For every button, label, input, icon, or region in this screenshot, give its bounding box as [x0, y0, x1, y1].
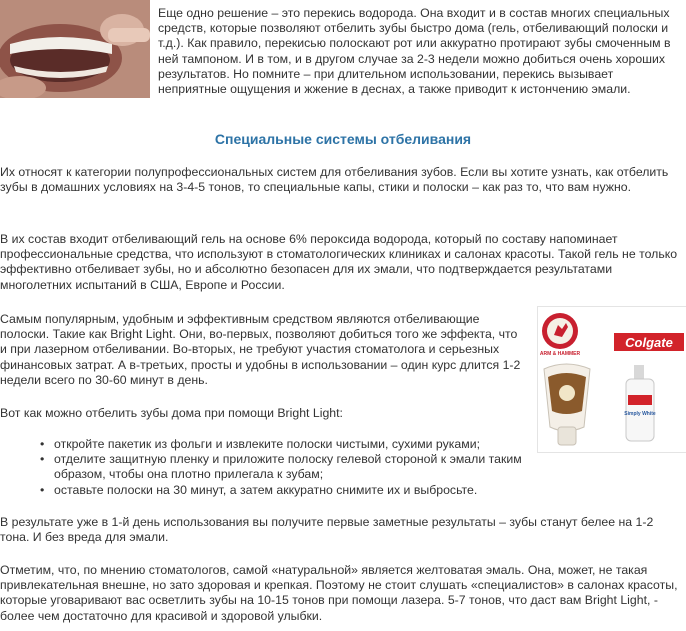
steps-list [0, 437, 525, 498]
colgate-logo [614, 333, 684, 351]
paragraph-conclusion: Отметим, что, по мнению стоматологов, самой «натуральной» является желтоватая эмаль. Она, может, не такая привлекательная внешне, но зато здоровая и крепкая. Поэтому не стоит слушать «специалистов» в салонах красоты, которые уговаривают вас осветлить зубы на 10-15 тонов при помощи лазера. 5-7 тонов, что даст вам Bright Light, - более чем достаточно для красивой и здоровой улыбки. [0, 563, 678, 623]
whitening-strip-photo [0, 0, 150, 98]
paragraph-gel-composition: В их состав входит отбеливающий гель на основе 6% пероксида водорода, который по составу напоминает профессиональные средства, что используют в стоматологических клиниках и салонах красоты. Такой гель не только эффективно отбеливает зубы, но и абсолютно безопасен для их эмали, что подтверждается результатами многолетних испытаний в США, Европе и России. [0, 232, 678, 292]
simply-white-bottle [624, 365, 656, 441]
step-text: отделите защитную пленку и приложите полоску гелевой стороной к эмали таким образом, чтобы она плотно прилегала к зубам; [54, 452, 522, 482]
whitening-products-photo [537, 306, 686, 453]
bullet-icon: • [40, 452, 45, 467]
whitening-tube [544, 364, 590, 445]
arm-hammer-logo [540, 313, 581, 357]
step-text: оставьте полоски на 30 минут, а затем аккуратно снимите их и выбросьте. [54, 482, 478, 497]
mouth-illustration [0, 0, 150, 98]
bottle-label-text: Simply White [624, 411, 656, 417]
list-item [0, 437, 525, 452]
paragraph-result: В результате уже в 1-й день использования вы получите первые заметные результаты – зубы станут белее на 1-2 тона. И без вреда для эмали. [0, 515, 654, 545]
paragraph-systems-intro: Их относят к категории полупрофессиональных систем для отбеливания зубов. Если вы хотите узнать, как отбелить зубы в домашних условиях на 3-4-5 тонов, то специальные капы, стики и полоски – как раз то, что вам нужно. [0, 165, 669, 195]
list-item [0, 452, 525, 482]
list-item [0, 483, 525, 498]
products-illustration [538, 307, 686, 452]
arm-hammer-text: ARM & HAMMER [539, 351, 581, 357]
intro-paragraph: Еще одно решение – это перекись водорода. Она входит и в состав многих специальных средств, которые позволяют отбелить зубы быстро дома (гель, отбеливающий полоски и т.д.). Как правило, перекисью полоскают рот или аккуратно протирают зубы смоченным в ней тампоном. И в том, и в другом случае за 2-3 недели можно добиться очень хороших результатов. Но помните – при длительном использовании, перекись вызывает неприятные ощущения и жжение в деснах, а также приводит к истончению эмали. [158, 6, 671, 97]
bullet-icon: • [40, 482, 45, 497]
colgate-text: Colgate [625, 335, 673, 350]
step-text: откройте пакетик из фольги и извлеките полоски чистыми, сухими руками; [54, 437, 481, 451]
section-heading: Специальные системы отбеливания [214, 131, 472, 147]
paragraph-strips: Самым популярным, удобным и эффективным средством являются отбеливающие полоски. Такие как Bright Light. Они, во-первых, позволяют добиться того же эффекта, что и при лазерном отбеливании. Во-вторых, не требуют участия стоматолога и серьезных финансовых затрат. А в-третьих, просты и удобны в использовании – один курс длится 1-2 недели всего по 30-60 минут в день. [0, 312, 521, 387]
paragraph-howto-lead: Вот как можно отбелить зубы дома при помощи Bright Light: [0, 406, 343, 420]
bullet-icon: • [40, 437, 45, 451]
